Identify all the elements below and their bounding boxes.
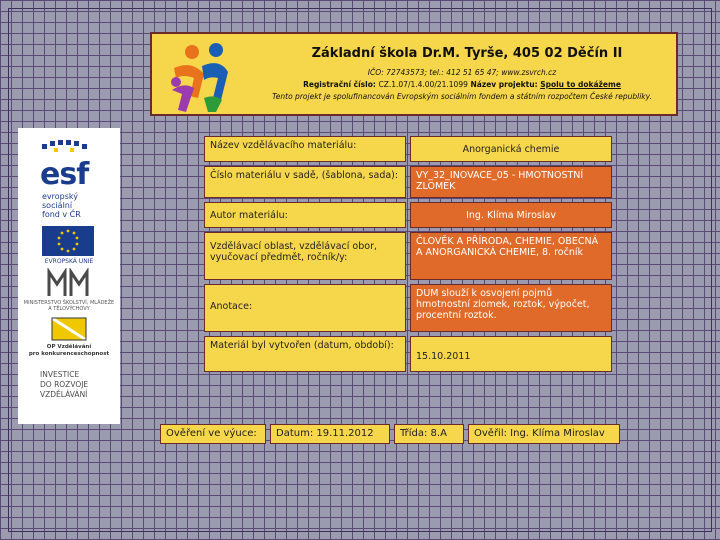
- footer-class: Třída: 8.A: [394, 424, 464, 444]
- row-value-material-number: VY_32_INOVACE_05 - HMOTNOSTNÍ ZLOMEK: [410, 166, 612, 198]
- registration-line: [252, 80, 672, 89]
- registration-number: CZ.1.07/1.4.00/21.1099: [378, 80, 468, 89]
- sponsor-logos-panel: [18, 128, 120, 424]
- school-title: Základní škola Dr.M. Tyrše, 405 02 Děčín II: [311, 46, 623, 61]
- row-value-author: Ing. Klíma Miroslav: [410, 202, 612, 228]
- msmt-logo-icon: [46, 268, 92, 298]
- msmt-caption: MINISTERSTVO ŠKOLSTVÍ, MLÁDEŽE A TĚLOVÝCHOVY: [23, 300, 115, 312]
- eu-caption: EVROPSKÁ UNIE: [44, 258, 94, 265]
- esf-caption-2: sociální: [42, 201, 73, 210]
- esf-caption-3: fond v ČR: [42, 210, 81, 219]
- esf-logo-text: esf: [40, 157, 89, 192]
- footer-date: Datum: 19.11.2012: [270, 424, 390, 444]
- footer-verification-label: Ověření ve výuce:: [160, 424, 266, 444]
- op-caption-2: pro konkurenceschopnost: [28, 351, 110, 357]
- op-caption-1: OP Vzdělávání: [46, 344, 92, 350]
- footer-verified-by: Ověřil: Ing. Klíma Miroslav: [468, 424, 620, 444]
- row-value-material-name: Anorganická chemie: [410, 136, 612, 162]
- project-label: Název projektu:: [467, 80, 541, 89]
- row-value-annotation: DUM slouží k osvojení pojmů hmotnostní zlomek, roztok, výpočet, procentní roztok.: [410, 284, 612, 332]
- school-contact: IČO: 72743573; tel.: 412 51 65 47; www.zsvrch.cz: [367, 68, 557, 77]
- registration-label: Registrační číslo:: [303, 80, 379, 89]
- row-label-annotation: Anotace:: [204, 284, 406, 332]
- row-label-material-number: Číslo materiálu v sadě, (šablona, sada):: [204, 166, 406, 198]
- school-logo-icon: [164, 38, 236, 114]
- invest-caption-3: VZDĚLÁVÁNÍ: [40, 390, 88, 399]
- invest-caption-1: INVESTICE: [40, 370, 80, 379]
- row-label-creation-date: Materiál byl vytvořen (datum, období):: [204, 336, 406, 372]
- row-value-educational-area: ČLOVĚK A PŘÍRODA, CHEMIE, OBECNÁ A ANORGANICKÁ CHEMIE, 8. ročník: [410, 232, 612, 280]
- row-label-author: Autor materiálu:: [204, 202, 406, 228]
- invest-caption-2: DO ROZVOJE: [40, 380, 89, 389]
- eu-flag-icon: [42, 226, 94, 256]
- op-logo-icon: [50, 314, 88, 342]
- row-label-educational-area: Vzdělávací oblast, vzdělávací obor, vyučovací předmět, ročník/y:: [204, 232, 406, 280]
- cofinance-note: Tento projekt je spolufinancován Evropským sociálním fondem a státním rozpočtem České republiky.: [272, 92, 652, 101]
- header-panel: [150, 32, 678, 116]
- project-name: Spolu to dokážeme: [540, 80, 621, 89]
- row-label-material-name: Název vzdělávacího materiálu:: [204, 136, 406, 162]
- row-value-creation-date: 15.10.2011: [410, 336, 612, 372]
- esf-caption-1: evropský: [42, 192, 78, 201]
